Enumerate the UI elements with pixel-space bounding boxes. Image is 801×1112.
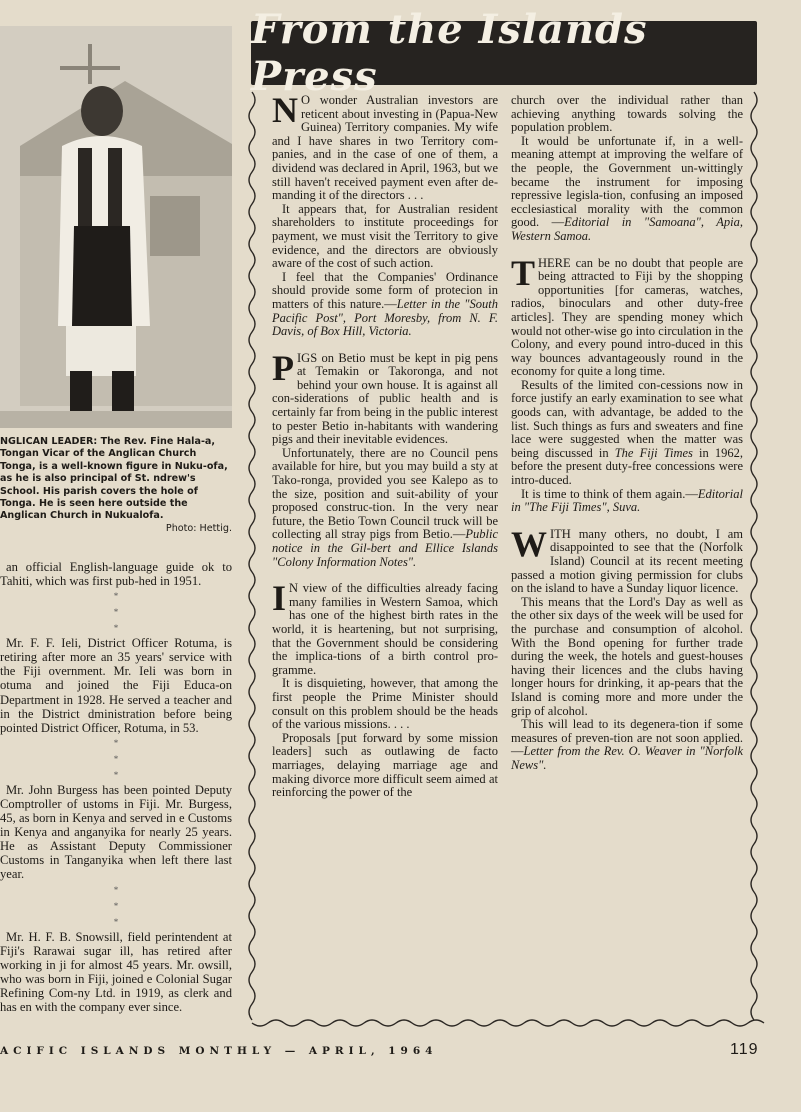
vicar-photo-image xyxy=(0,26,232,428)
article-text: O wonder Australian investors are reticent about investing in (Papua-New Guinea) Territory companies. My wife and I have shares in two Territory com-panies, and in the case of one of them, a dividend was declared in April, 1963, but we still haven't received payment even after de-manding it of the directors . . . xyxy=(272,93,498,203)
article-text: This will lead to its degenera-tion if some measures of preven-tion are not soon applied.— xyxy=(511,717,743,759)
section-banner xyxy=(251,6,757,100)
article-text: in 1962, before the present duty-free concessions were intro-duced. xyxy=(511,445,743,488)
article-column-1 xyxy=(272,90,499,800)
vicar-photo xyxy=(0,26,232,428)
separator-stars: * * * xyxy=(113,884,177,927)
article-source: Editorial in "Samoana", Apia, Western Samoa. xyxy=(511,215,743,243)
drop-cap: T xyxy=(511,252,536,293)
article-fiji-shopping xyxy=(511,252,743,379)
drop-cap: I xyxy=(272,578,287,619)
article-text: I feel that the Companies' Ordinance should provide some form of protecion in matters of this nature.— xyxy=(272,269,498,311)
left-paragraph-4: Mr. H. F. B. Snowsill, field perintendent at Fiji's Rarawai sugar ill, has retired after working in ji for almost 45 years. Mr. owsill, who was born in Fiji, joined e Colonial Sugar Refining Com-ny Ltd. in 1919, as clerk and has en with the company ever since. xyxy=(0,929,232,1014)
photo-caption xyxy=(0,436,232,535)
article-text xyxy=(511,718,743,772)
article-source: Letter from the Rev. O. Weaver in "Norfolk News". xyxy=(511,744,743,772)
article-source: Public notice in the Gil-bert and Ellice Islands "Colony Information Notes". xyxy=(272,527,498,569)
footer-publication: ACIFIC ISLANDS MONTHLY — APRIL, 1964 xyxy=(0,1045,438,1057)
article-text: It is disquieting, however, that among the first people the Prime Minister should consult on this problem should be the heads of the various missions. . . . xyxy=(272,676,498,732)
section-title: From the Islands Press xyxy=(251,6,648,100)
drop-cap: N xyxy=(272,90,298,130)
article-text: IGS on Betio must be kept in pig pens at Temakin or Takoronga, and not behind your own house. It is against all con-siderations of public health and is certainly far from being in the public interest to pester Betio in-habitants with wandering pigs and their inevitable evidences. xyxy=(272,350,498,447)
left-column xyxy=(0,560,232,1014)
article-samoa xyxy=(272,578,498,677)
photo-credit: Photo: Hettig. xyxy=(165,522,232,534)
article-pigs xyxy=(272,347,498,447)
separator-stars: * * * xyxy=(113,591,177,634)
article-text: It is time to think of them again.— xyxy=(521,486,698,501)
left-paragraph-1: an official English-language guide ok to Tahiti, which was first pub-hed in 1951. xyxy=(0,560,232,589)
article-text xyxy=(511,135,743,244)
article-norfolk xyxy=(511,523,743,596)
drop-cap: P xyxy=(272,347,294,388)
article-text: ITH many others, no doubt, I am disappointed to see that the (Norfolk Island) Council at its recent meeting passed a motion giving permission for clubs on the island to have a Sunday liquor licence. xyxy=(511,526,743,596)
article-text xyxy=(511,379,743,488)
article-text: It would be unfortunate if, in a well-meaning attempt at improving the welfare of the people, the Government un-wittingly became the instrument for imposing repressive legisla-tion, confusing an imposed ecclesiastical morality with the common good. — xyxy=(511,133,743,230)
article-text: church over the individual rather than achieving anything towards solving the population problem. xyxy=(511,93,743,135)
article-source: Letter in the "South Pacific Post", Port Moresby, from N. F. Davis, of Box Hill, Victoria. xyxy=(272,296,499,339)
article-text xyxy=(272,271,498,339)
article-source: Editorial in "The Fiji Times", Suva. xyxy=(511,486,743,515)
article-text xyxy=(272,447,498,569)
caption-text: NGLICAN LEADER: The Rev. Fine Hala-a, Tongan Vicar of the Anglican Church Tonga, is a well-known figure in Nuku-ofa, as he is also principal of St. ndrew's School. His parish covers the hole of Tonga. He is seen here outside the Anglican Church in Nukualofa. xyxy=(0,436,228,522)
page-number: 119 xyxy=(730,1041,759,1058)
publication-name: The Fiji Times xyxy=(614,445,693,460)
article-text: Proposals [put forward by some mission leaders] such as outlawing de facto marriages, delaying marriage age and making divorce more difficult seem aimed at reinforcing the power of the xyxy=(272,730,498,800)
article-text: It appears that, for Australian resident shareholders to institute proceedings for payment, we must visit the Territory to give evidence, and the directors are obviously aware of the cost of such action. xyxy=(272,201,498,271)
left-paragraph-2: Mr. F. F. Ieli, District Officer Rotuma, is retiring after more an 35 years' service with the Fiji overnment. Mr. Ieli was born in otuma and joined the Fiji Educa-on Department in 1928. He served a teacher and in the District dministration before being pointed District Officer, Rotuma, in 53. xyxy=(0,636,232,735)
running-footer xyxy=(0,1045,801,1065)
article-text xyxy=(511,488,743,515)
article-column-2 xyxy=(511,94,743,773)
article-text: N view of the difficulties already facing many families in Western Samoa, which has one of the highest birth rates in the world, it is heartening, but not surprising, that the Government should be considering the implica-tions of a birth control pro-gramme. xyxy=(272,581,498,677)
left-paragraph-3: Mr. John Burgess has been pointed Deputy Comptroller of ustoms in Fiji. Mr. Burgess, 45, as born in Kenya and served in e Customs in Kenya and anganyika for nearly 25 years. He as Assistant Deputy Commissioner Customs in Tanganyika when left there last year. xyxy=(0,782,232,882)
article-text: Unfortunately, there are no Council pens available for hire, but you may build a sty at Tako-ronga, provided you see Kalepo as to the size, position and suit-ability of your proposed construc-tion. In the very near future, the Betio Town Council truck will be collecting all stray pigs from Betio.— xyxy=(272,445,498,542)
drop-cap: W xyxy=(511,523,547,564)
article-text: Results of the limited con-cessions now in force justify an early examination to see what goods can, with advantage, be added to the list. Such things as furs and sweaters and fine lace were suggested when the matter was being discussed in xyxy=(511,377,743,460)
separator-stars: * * * xyxy=(113,737,177,780)
article-investors xyxy=(272,90,498,203)
article-text: HERE can be no doubt that people are being attracted to Fiji by the shopping opportunities [for cameras, watches, radios, binoculars and other duty-free articles]. They are spending money which would not other-wise go into circulation in the Colony, and every pound intro-duced in this way bounces advantageously round in the economy for quite a long time. xyxy=(511,255,743,379)
article-text: This means that the Lord's Day as well as the other six days of the week will be used for the purchase and consumption of alcohol. With the Bond opening for further trade during the week, the hotels and guest-houses having their licences and the clubs having longer hours for drinking, it ap-pears that the Island is coming more and more under the grip of alcohol. xyxy=(511,594,743,718)
